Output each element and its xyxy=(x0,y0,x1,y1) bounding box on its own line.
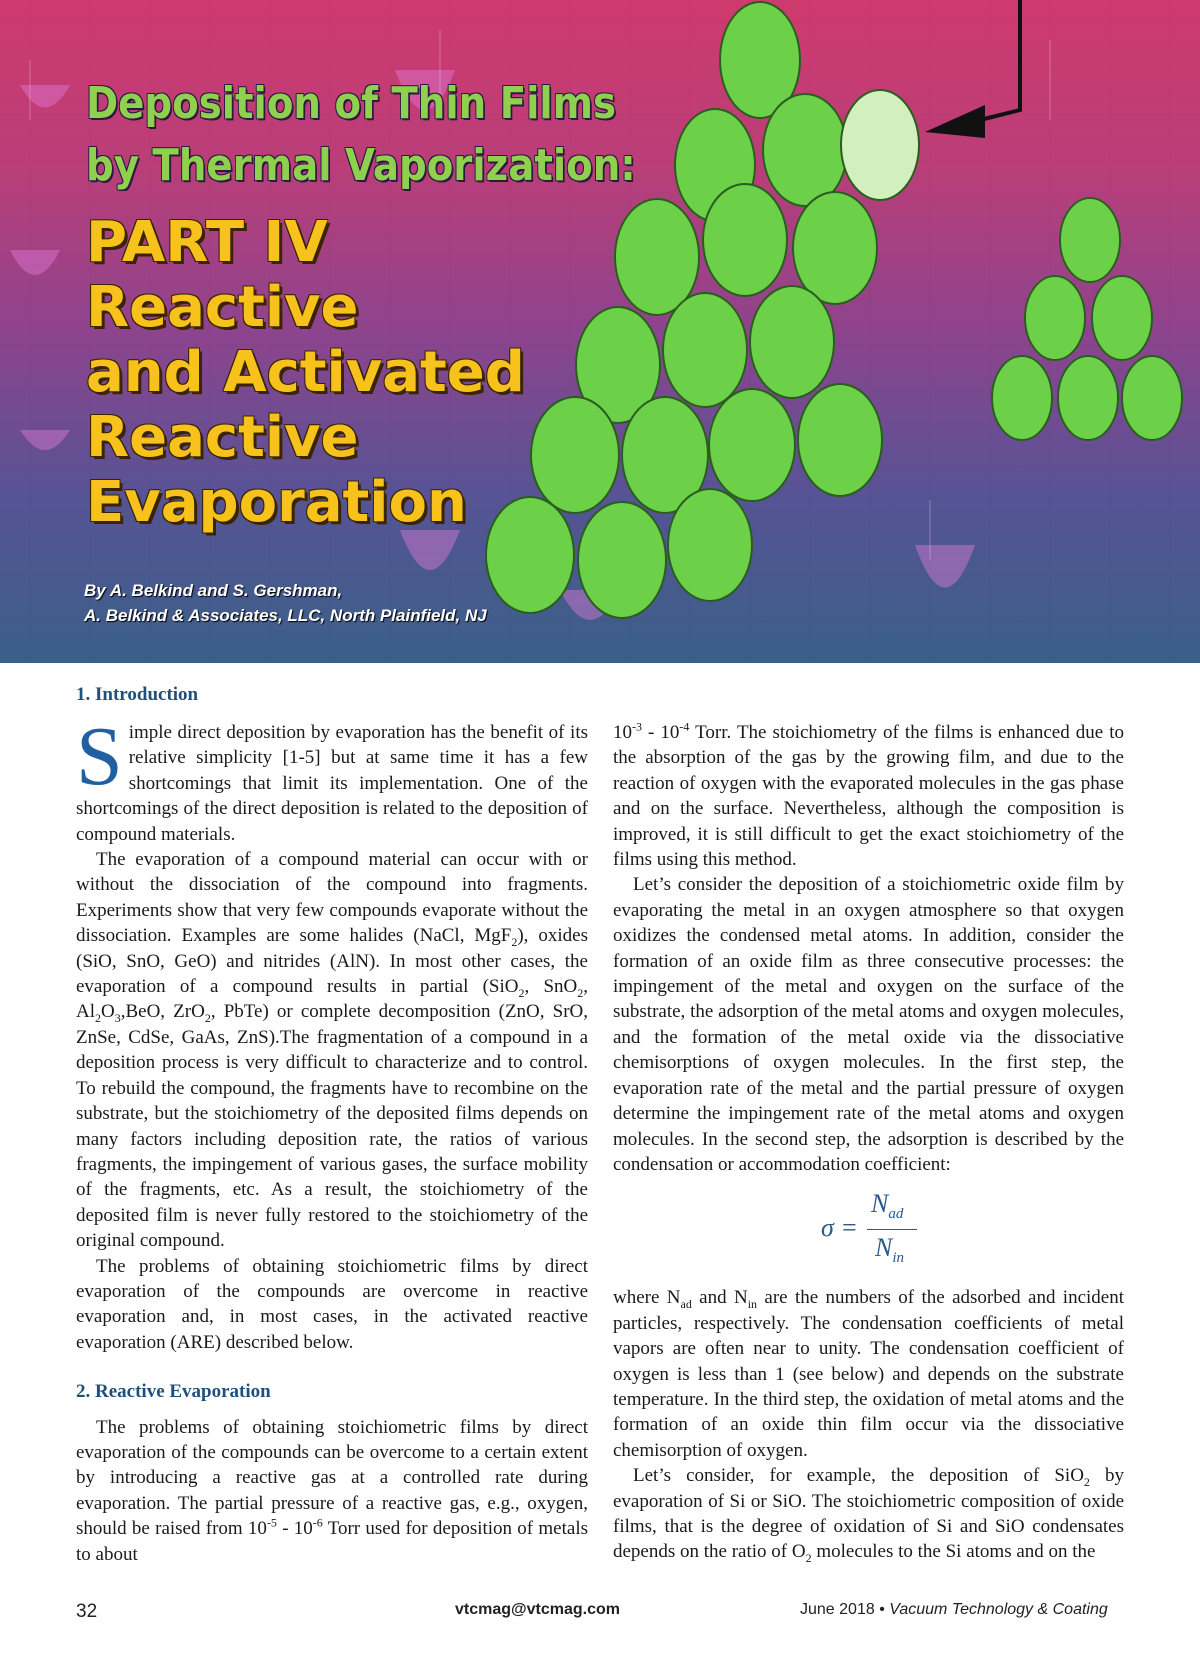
condensation-coefficient-formula xyxy=(613,1185,1124,1275)
text-span: , PbTe) or complete decomposition (ZnO, SrO, ZnSe, CdSe, GaAs, ZnS).The fragmentation of a compound in a deposition process is very difficult to characterize and to control. To rebuild the compound, the fragments have to recombine on the substrate, but the stoichiometry of the deposited films depends on many factors including deposition rate, the ratios of various fragments, the impingement of various gases, the surface mobility of the fragments, etc. As a result, the stoichiometry of the deposited film is never fully restored to the stoichiometry of the original compound. xyxy=(76,1001,589,1252)
affiliation-byline: A. Belkind & Associates, LLC, North Plainfield, NJ xyxy=(84,606,487,625)
footer-issue xyxy=(800,1601,1108,1619)
right-paragraph-1 xyxy=(613,720,1124,872)
numerator-symbol: N xyxy=(871,1189,889,1219)
author-byline: By A. Belkind and S. Gershman, xyxy=(84,581,343,600)
fraction-bar xyxy=(867,1229,917,1230)
subscript: 2 xyxy=(1083,1474,1090,1489)
text-span: ,BeO, ZrO xyxy=(120,1001,205,1023)
page-number: 32 xyxy=(76,1601,98,1622)
right-paragraph-2: Let’s consider the deposition of a stoichiometric oxide film by evaporating the metal in an oxygen atmosphere so that oxygen oxidizes the condensed metal atoms. In addition, consider the formation of an oxide film as three consecutive processes: the impingement of the metal and oxygen on the surface of the substrate, the adsorption of the metal atoms and oxygen molecules, and the formation of the metal oxide via the dissociative chemisorptions of oxygen molecules. In the first step, the evaporation rate of the metal and the partial pressure of oxygen determine the impingement rate of the metal atoms and oxygen molecules. In the second step, the adsorption is described by the condensation or accommodation coefficient: xyxy=(613,874,1124,1175)
subscript: in xyxy=(747,1297,758,1312)
part-label: PART IV xyxy=(86,210,328,275)
text-span: Torr. The stoichiometry of the films is enhanced due to the absorption of the gas by the growing film, and due to the reaction of oxygen with the evaporated molecules in the gas phase and on the surface. Nevertheless, although the composition is improved, it is still difficult to get the exact stoichiometry of the films using this method. xyxy=(613,722,1125,871)
text-span: Let’s consider, for example, the deposition of SiO xyxy=(633,1465,1084,1487)
intro-paragraph-2: The evaporation of a compound material can occur with or without the dissociation of the compound into fragments. Experiments show that very few compounds evaporate without the dissociation. Examples are some halides (NaCl, MgF$_2$), oxides (SiO, SnO, GeO) and nitrides (AlN). In most other cases, the evaporation of a compound results in partial (SiO$_2$, SnO$_2$, $Al_2O_3,BeO$, ZrO$_2$, PbTe) or complete decomposition (ZnO, SrO, ZnSe, CdSe, GaAs, ZnS).The fragmentation of a compound in a deposition process is very difficult to characterize and to control. To rebuild the compound, the fragments have to recombine on the substrate, but the stoichiometry of the deposited films depends on many factors including deposition rate, the ratios of various fragments, the impingement of various gases, the surface mobility of the fragments, etc. As a result, the stoichiometry of the deposited film is never fully restored to the stoichiometry of the original compound. xyxy=(76,849,589,1252)
magazine-name: Vacuum Technology & Coating xyxy=(889,1601,1108,1618)
text-span: The problems of obtaining stoichiometric films by direct evaporation of the compounds can be overcome to a certain extent by introducing a reactive gas at a controlled rate during evaporation. The partial pressure of a reactive gas, e.g., oxygen, should be raised from 10 xyxy=(76,1416,588,1540)
right-paragraph-3 xyxy=(613,1285,1124,1463)
text-span: by evaporation of Si or SiO. The stoichiometric composition of oxide films, that is the degree of oxidation of Si and SiO condensates depends on the ratio of O xyxy=(613,1465,1124,1563)
header-banner xyxy=(0,0,1200,663)
footer-email[interactable]: vtcmag@vtcmag.com xyxy=(455,1601,620,1618)
denominator-symbol: N xyxy=(875,1233,893,1263)
text-span: where N xyxy=(613,1287,681,1309)
subscript: ad xyxy=(680,1297,692,1312)
numerator-subscript: ad xyxy=(888,1206,904,1223)
text-span: The evaporation of a compound material can occur with or without the dissociation of the compound into fragments. Experiments show that very few compounds evaporate without the dissociation. Examples are some halides (NaCl, MgF xyxy=(76,849,588,947)
separator-bullet: • xyxy=(879,1601,885,1618)
text-span: - 10 xyxy=(642,722,680,743)
superscript: -6 xyxy=(312,1515,323,1530)
superscript: -5 xyxy=(266,1515,277,1530)
text-span: 10 xyxy=(613,722,632,743)
article-title-line-2: by Thermal Vaporization: xyxy=(86,140,636,191)
article-title-line-1: Deposition of Thin Films xyxy=(86,78,617,129)
intro-paragraph-3: The problems of obtaining stoichiometric films by direct evaporation of the compounds are overcome in reactive evaporation and, in most cases, in the activated reactive evaporation (ARE) described below. xyxy=(76,1255,588,1353)
intro-paragraph-1 xyxy=(76,710,588,847)
text-span: , Al xyxy=(76,976,588,1023)
right-column xyxy=(613,720,1124,1565)
left-column xyxy=(76,710,589,1567)
text-span: Torr used for deposition of metals to about xyxy=(76,1518,588,1565)
formula-sigma: σ = xyxy=(821,1213,858,1243)
subtitle-line-3: Reactive xyxy=(86,405,359,470)
subtitle-line-1: Reactive xyxy=(86,275,359,340)
subtitle-line-4: Evaporation xyxy=(86,470,467,535)
superscript: -3 xyxy=(632,719,642,734)
formula-denominator xyxy=(875,1233,905,1267)
superscript: -4 xyxy=(679,719,690,734)
right-paragraph-4 xyxy=(613,1463,1124,1565)
issue-date: June 2018 xyxy=(800,1601,875,1618)
reactive-paragraph-1 xyxy=(76,1415,588,1567)
drop-cap: S xyxy=(76,710,123,803)
intro-paragraph-1-text: imple direct deposition by evaporation has the benefit of its relative simplicity [1-5] but at same time it has a few shortcomings that limit its implementation. One of the shortcomings of the direct deposition is related to the deposition of compound materials. xyxy=(76,722,588,845)
section-heading-reactive-evaporation: 2. Reactive Evaporation xyxy=(76,1381,271,1403)
subscript: 2 xyxy=(805,1551,812,1566)
section-heading-introduction: 1. Introduction xyxy=(76,684,199,705)
text-span: , SnO xyxy=(524,976,578,998)
formula-numerator xyxy=(871,1189,904,1223)
text-span: O xyxy=(101,1001,115,1023)
text-span: - 10 xyxy=(276,1518,313,1540)
text-span: ), oxides (SiO, SnO, GeO) and nitrides (AlN). In most other cases, the evaporation of a compound results in partial (SiO xyxy=(76,925,588,998)
text-span: molecules to the Si atoms and on the xyxy=(811,1541,1096,1563)
denominator-subscript: in xyxy=(892,1250,905,1267)
subtitle-line-2: and Activated xyxy=(86,340,525,405)
text-span: and N xyxy=(691,1287,748,1309)
text-span: are the numbers of the adsorbed and incident particles, respectively. The condensation coefficients of metal vapors are often near to unity. The condensation coefficient of oxygen is less than 1 (see below) and depends on the substrate temperature. In the third step, the oxidation of metal atoms and the formation of an oxide thin film occur via the dissociative chemisorption of oxygen. xyxy=(613,1287,1124,1461)
